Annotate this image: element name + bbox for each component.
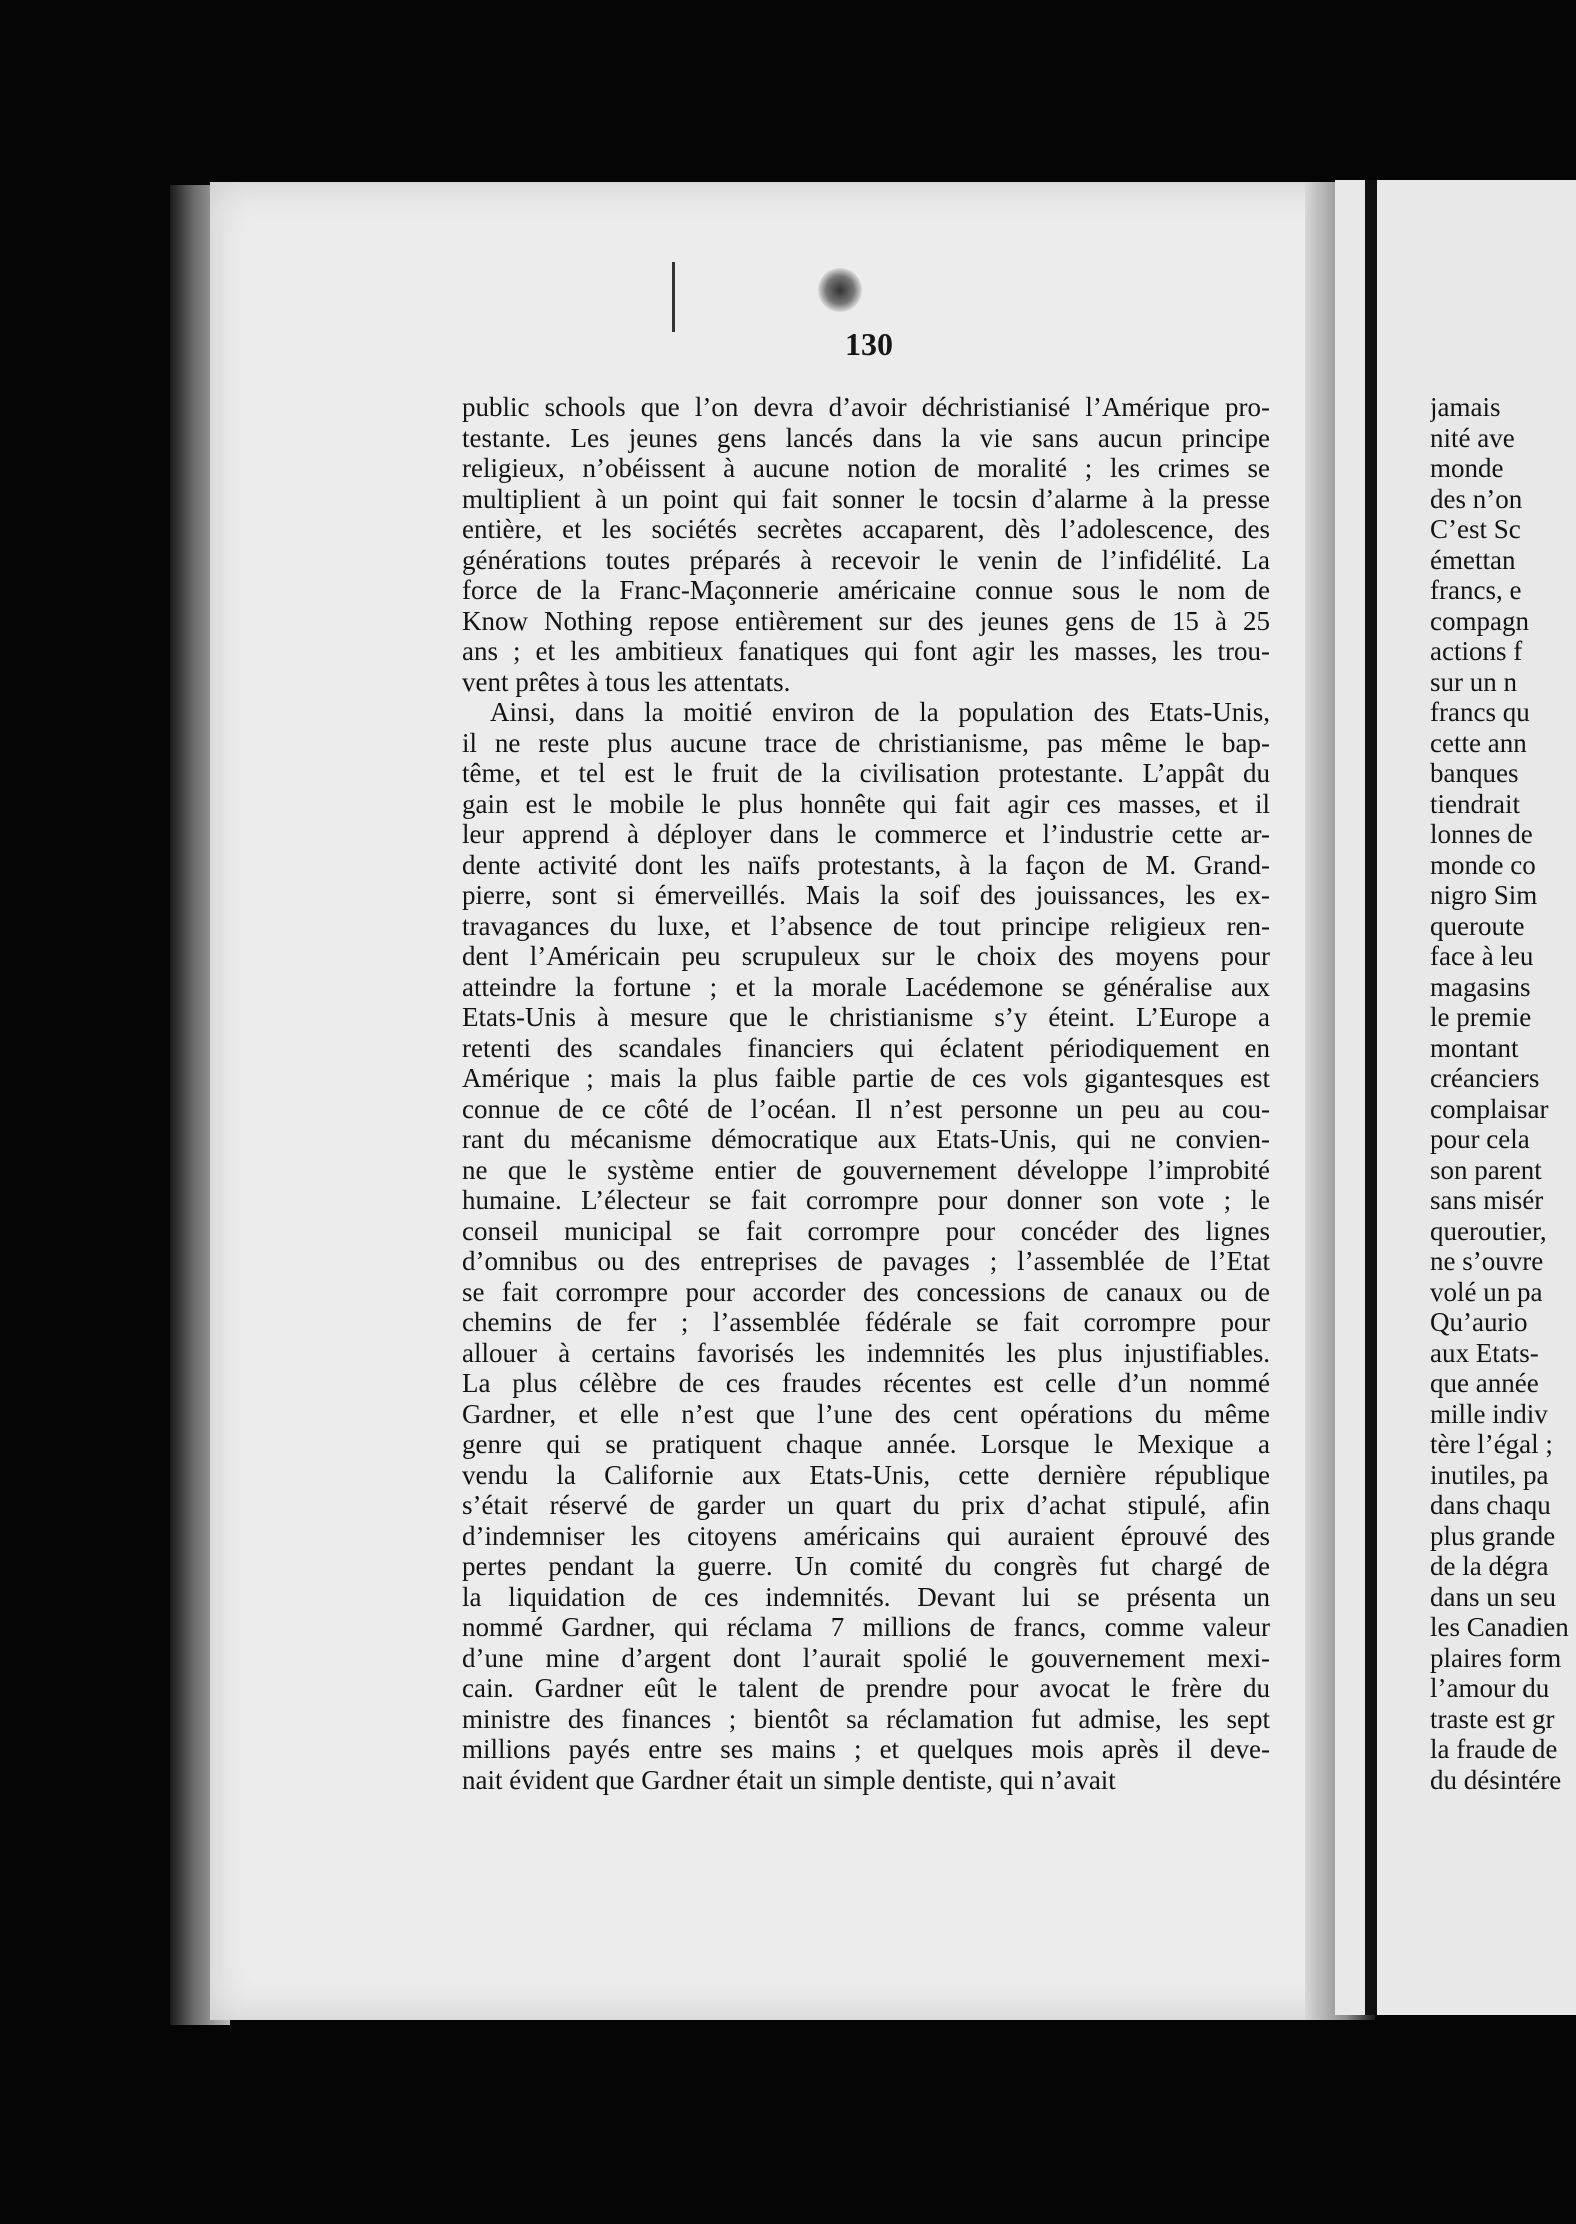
facing-text-line: traste est gr	[1430, 1703, 1555, 1734]
text-line: se fait corrompre pour accorder des concessions de canaux ou de	[462, 1276, 1270, 1307]
facing-text-line: aux Etats-	[1430, 1337, 1539, 1368]
text-line: multiplient à un point qui fait sonner le tocsin d’alarme à la presse	[462, 483, 1270, 514]
text-line: testante. Les jeunes gens lancés dans la vie sans aucun principe	[462, 422, 1270, 453]
ink-smudge	[818, 268, 862, 312]
text-line: générations toutes préparés à recevoir le venin de l’infidélité. La	[462, 544, 1270, 575]
text-line: d’indemniser les citoyens américains qui auraient éprouvé des	[462, 1520, 1270, 1551]
facing-text-line: lonnes de	[1430, 819, 1533, 849]
facing-text-line: queroute	[1430, 910, 1525, 941]
text-line: dente activité dont les naïfs protestants, à la façon de M. Grand-	[462, 849, 1270, 880]
facing-text-line: face à leu	[1430, 941, 1534, 971]
text-line: d’omnibus ou des entreprises de pavages ; l’assemblée de l’Etat	[462, 1246, 1270, 1276]
text-line: nommé Gardner, qui réclama 7 millions de francs, comme valeur	[462, 1612, 1270, 1642]
text-line: leur apprend à déployer dans le commerce et l’industrie cette ar-	[462, 819, 1270, 849]
facing-text-line: tère l’égal ;	[1430, 1429, 1553, 1459]
right-page-edge	[1365, 180, 1377, 2015]
facing-text-line: plaires form	[1430, 1642, 1562, 1673]
facing-text-line: la fraude de	[1430, 1734, 1558, 1764]
text-line: ne que le système entier de gouvernement développe l’improbité	[462, 1154, 1270, 1185]
text-line: travagances du luxe, et l’absence de tout principe religieux ren-	[462, 910, 1270, 941]
facing-text-line: créanciers	[1430, 1063, 1540, 1093]
body-text	[462, 392, 1270, 1795]
facing-text-line: montant	[1430, 1032, 1519, 1063]
facing-text-line: francs qu	[1430, 697, 1530, 727]
text-line: Amérique ; mais la plus faible partie de ces vols gigantesques est	[462, 1063, 1270, 1093]
page-number: 130	[845, 326, 893, 362]
facing-text-line: monde co	[1430, 849, 1536, 880]
text-line: allouer à certains favorisés les indemnités les plus injustifiables.	[462, 1337, 1270, 1368]
facing-text-line: actions f	[1430, 636, 1523, 666]
text-line: chemins de fer ; l’assemblée fédérale se fait corrompre pour	[462, 1307, 1270, 1337]
text-line: religieux, n’obéissent à aucune notion de moralité ; les crimes se	[462, 453, 1270, 483]
text-line: Ainsi, dans la moitié environ de la population des Etats-Unis,	[490, 697, 1270, 727]
facing-text-line: banques	[1430, 758, 1519, 788]
facing-text-line: son parent	[1430, 1154, 1542, 1185]
facing-text-line: émettan	[1430, 544, 1516, 575]
facing-text-line: inutiles, pa	[1430, 1459, 1549, 1490]
facing-text-line: francs, e	[1430, 575, 1522, 605]
text-line: cain. Gardner eût le talent de prendre pour avocat le frère du	[462, 1673, 1270, 1703]
facing-text-line: Qu’aurio	[1430, 1307, 1528, 1337]
text-line: public schools que l’on devra d’avoir déchristianisé l’Amérique pro-	[462, 392, 1270, 422]
facing-text-line: volé un pa	[1430, 1276, 1543, 1307]
facing-text-line: C’est Sc	[1430, 514, 1521, 544]
text-line: tême, et tel est le fruit de la civilisation protestante. L’appât du	[462, 758, 1270, 788]
text-line: Gardner, et elle n’est que l’une des cent opérations du même	[462, 1398, 1270, 1429]
facing-text-line: queroutier,	[1430, 1215, 1547, 1246]
facing-text-line: de la dégra	[1430, 1551, 1549, 1581]
text-line: vendu la Californie aux Etats-Unis, cette dernière république	[462, 1459, 1270, 1490]
facing-text-line: nigro Sim	[1430, 880, 1538, 910]
facing-text-line: dans chaqu	[1430, 1490, 1551, 1520]
text-line: d’une mine d’argent dont l’aurait spolié le gouvernement mexi-	[462, 1642, 1270, 1673]
facing-text-line: nité ave	[1430, 422, 1515, 453]
facing-text-line: sur un n	[1430, 666, 1517, 697]
facing-text-line: du désintére	[1430, 1764, 1562, 1795]
facing-text-line: complaisar	[1430, 1093, 1549, 1124]
facing-text-line: dans un seu	[1430, 1581, 1556, 1612]
facing-text-line: monde	[1430, 453, 1504, 483]
facing-text-line: mille indiv	[1430, 1398, 1548, 1429]
facing-text-line: sans misér	[1430, 1185, 1544, 1215]
facing-text-line: les Canadien	[1430, 1612, 1569, 1642]
text-line: millions payés entre ses mains ; et quelques mois après il deve-	[462, 1734, 1270, 1764]
facing-text-line: tiendrait	[1430, 788, 1520, 819]
text-line: nait évident que Gardner était un simple dentiste, qui n’avait	[462, 1764, 1116, 1795]
text-line: humaine. L’électeur se fait corrompre pour donner son vote ; le	[462, 1185, 1270, 1215]
facing-text-line: jamais	[1430, 392, 1501, 422]
text-line: pierre, sont si émerveillés. Mais la soif des jouissances, les ex-	[462, 880, 1270, 910]
facing-text-line: que année	[1430, 1368, 1539, 1398]
facing-text-line: pour cela	[1430, 1124, 1530, 1154]
text-line: conseil municipal se fait corrompre pour concéder des lignes	[462, 1215, 1270, 1246]
text-line: rant du mécanisme démocratique aux Etats-Unis, qui ne convien-	[462, 1124, 1270, 1154]
text-line: atteindre la fortune ; et la morale Lacédemone se généralise aux	[462, 971, 1270, 1002]
text-line: retenti des scandales financiers qui éclatent périodiquement en	[462, 1032, 1270, 1063]
facing-text-line: l’amour du	[1430, 1673, 1550, 1703]
facing-page-text	[1430, 392, 1576, 1795]
text-line: ans ; et les ambitieux fanatiques qui font agir les masses, les trou-	[462, 636, 1270, 666]
text-line: La plus célèbre de ces fraudes récentes est celle d’un nommé	[462, 1368, 1270, 1398]
text-line: Etats-Unis à mesure que le christianisme s’y éteint. L’Europe a	[462, 1002, 1270, 1032]
text-line: genre qui se pratiquent chaque année. Lorsque le Mexique a	[462, 1429, 1270, 1459]
facing-text-line: plus grande	[1430, 1520, 1556, 1551]
facing-text-line: des n’on	[1430, 483, 1523, 514]
facing-text-line: cette ann	[1430, 727, 1527, 758]
text-line: Know Nothing repose entièrement sur des jeunes gens de 15 à 25	[462, 605, 1270, 636]
text-line: la liquidation de ces indemnités. Devant lui se présenta un	[462, 1581, 1270, 1612]
text-line: entière, et les sociétés secrètes accaparent, dès l’adolescence, des	[462, 514, 1270, 544]
text-line: vent prêtes à tous les attentats.	[462, 666, 791, 697]
text-line: dent l’Américain peu scrupuleux sur le choix des moyens pour	[462, 941, 1270, 971]
facing-text-line: compagn	[1430, 605, 1529, 636]
text-line: il ne reste plus aucune trace de christianisme, pas même le bap-	[462, 727, 1270, 758]
text-line: force de la Franc-Maçonnerie américaine connue sous le nom de	[462, 575, 1270, 605]
facing-text-line: le premie	[1430, 1002, 1532, 1032]
text-line: ministre des finances ; bientôt sa réclamation fut admise, les sept	[462, 1703, 1270, 1734]
ink-mark	[672, 262, 675, 332]
text-line: pertes pendant la guerre. Un comité du congrès fut chargé de	[462, 1551, 1270, 1581]
text-line: s’était réservé de garder un quart du prix d’achat stipulé, afin	[462, 1490, 1270, 1520]
text-line: gain est le mobile le plus honnête qui fait agir ces masses, et il	[462, 788, 1270, 819]
facing-text-line: magasins	[1430, 971, 1531, 1002]
text-line: connue de ce côté de l’océan. Il n’est personne un peu au cou-	[462, 1093, 1270, 1124]
facing-text-line: ne s’ouvre	[1430, 1246, 1544, 1276]
